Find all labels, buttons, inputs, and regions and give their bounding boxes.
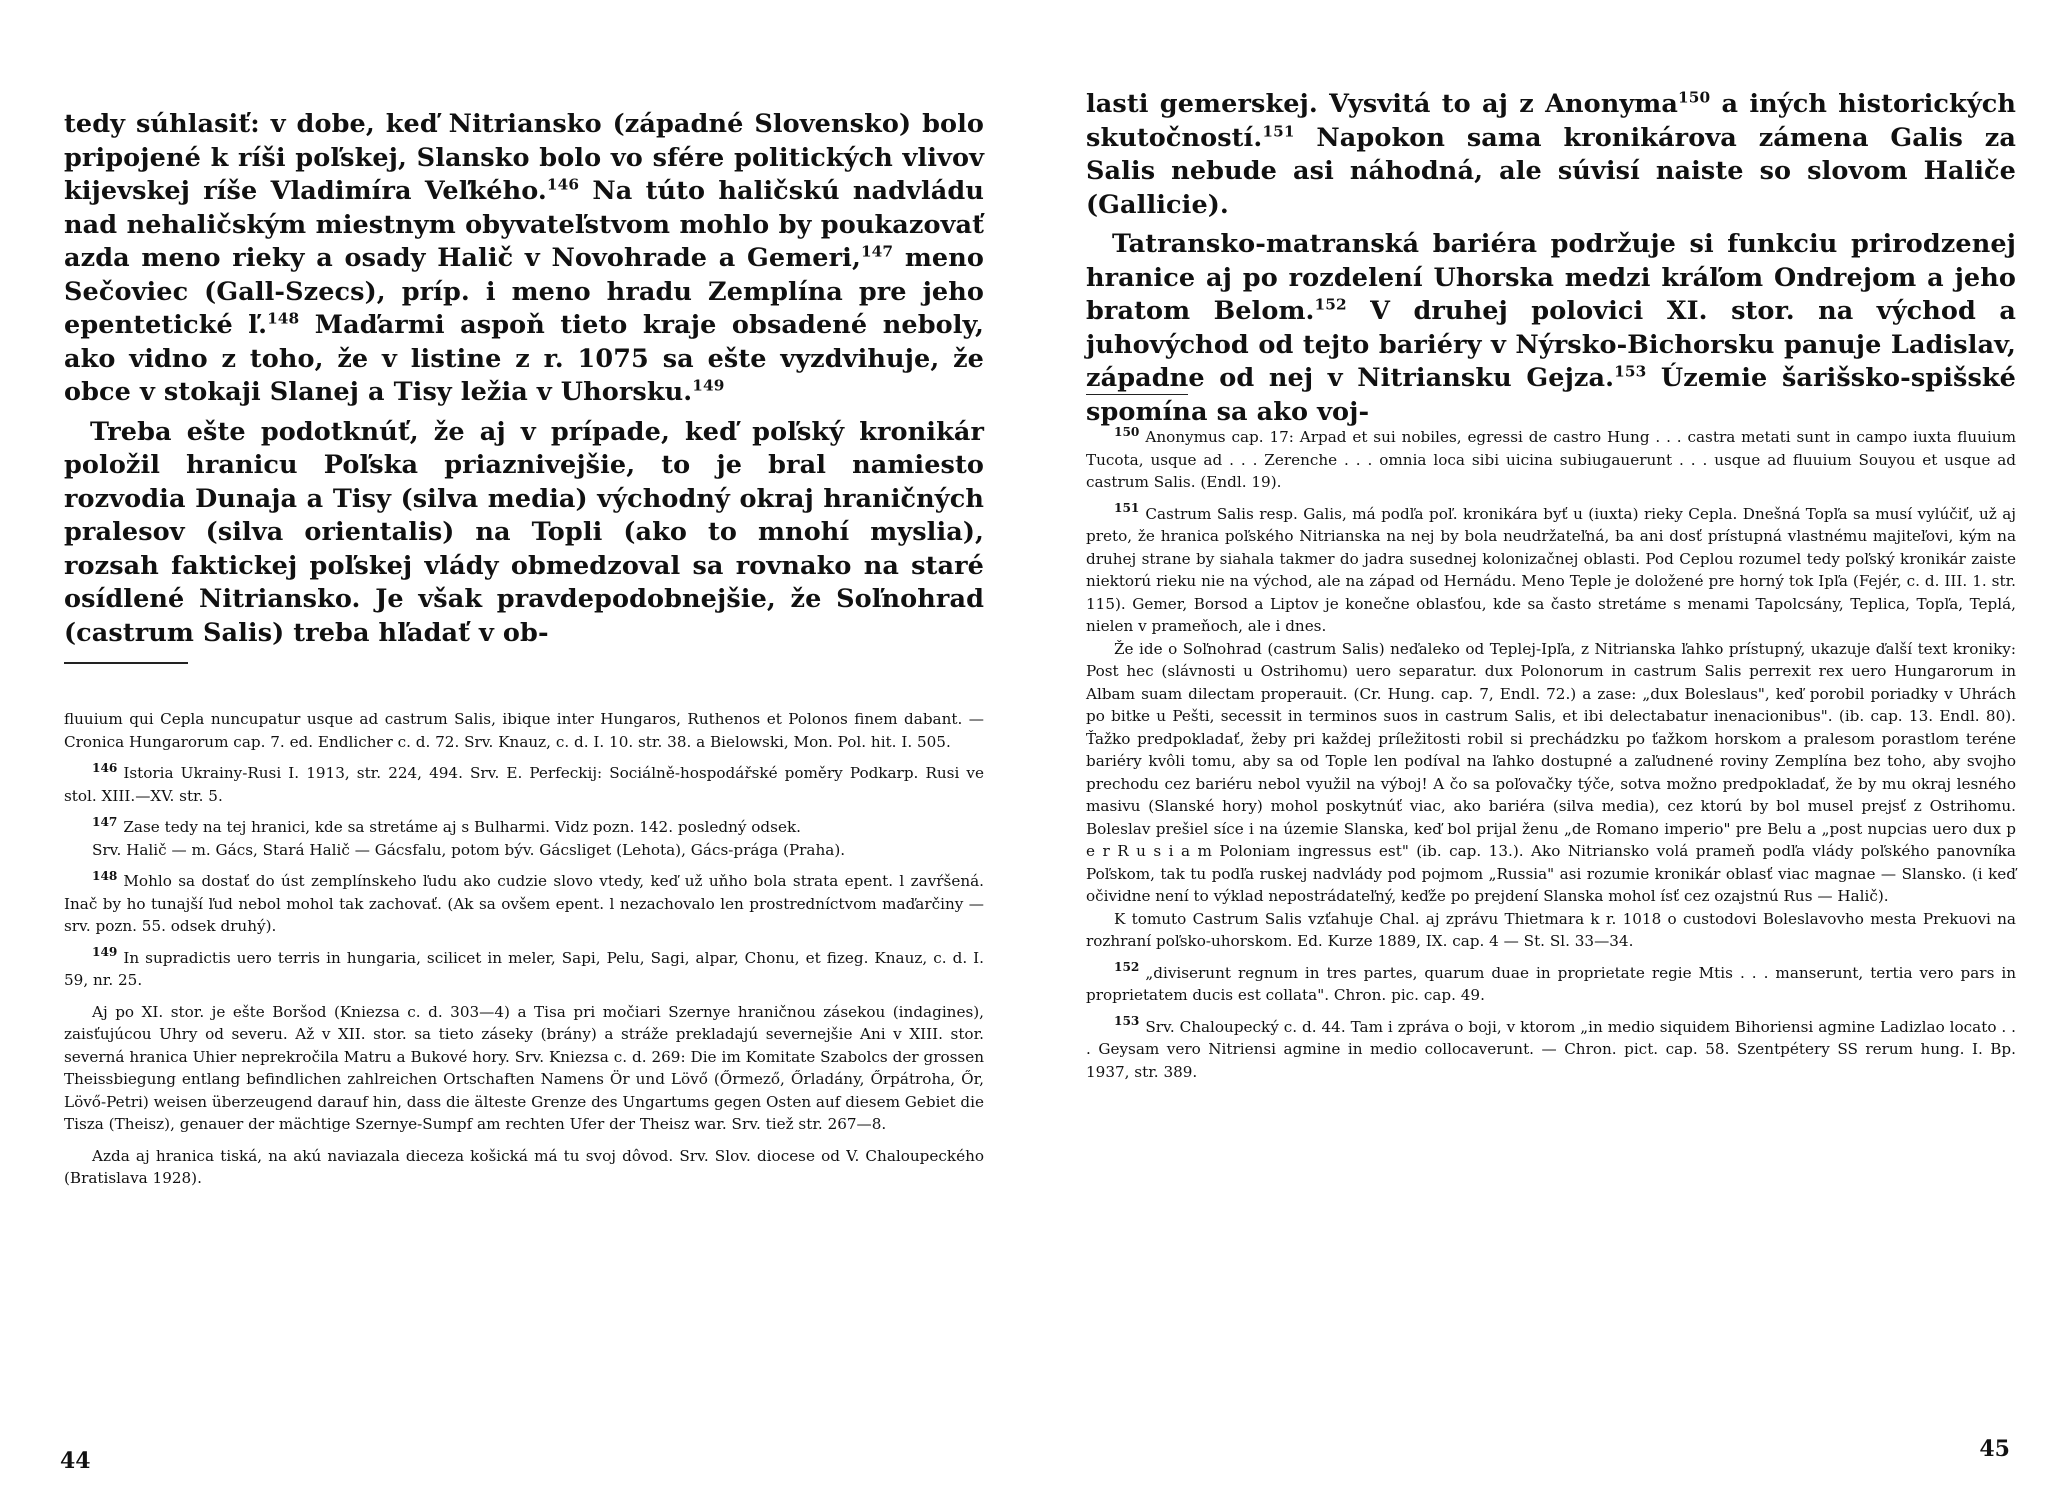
page-number-left: 44 [60, 1448, 91, 1474]
right-main-text [1086, 88, 2016, 429]
left-footnotes [64, 708, 984, 1199]
footnote-mark-153: 153 [1114, 1014, 1140, 1029]
footnote-151-continuation-2: K tomuto Castrum Salis vzťahuje Chal. aj zprávu Thietmara k r. 1018 o custodovi Boleslavovho mesta Prekuovi na rozhraní poľsko-uhorskom. Ed. Kurze 1889, IX. cap. 4 — St. Sl. 33—34. [1086, 909, 2016, 950]
footnote-148: $^{148}$ Mohlo sa dostať do úst zemplínskeho ľudu ako cudzie slovo vtedy, keď už uňho bola strata epent. l zavŕšená. Inač by ho tunajší ľud nebol mohol tak zachovať. (Ak sa ovšem epent. l nezachovalo len prostredníctvom maďarčiny — srv. pozn. 55. odsek druhý). [64, 868, 984, 935]
right-main-paragraph-2: Tatransko-matranská bariéra podržuje si funkciu prirodzenej hranice aj po rozdelení Uhorska medzi kráľom Ondrejom a jeho bratom Belom.$^{152}$ V druhej polovici XI. stor. na východ a juhovýchod od tejto bariéry v Nýrsko-Bichorsku panuje Ladislav, západne od nej v Nitriansku Gejza.$^{153}$ Územie šarišsko-spišské spomína sa ako voj- [1086, 229, 2016, 427]
footnote-mark-146: 146 [92, 760, 118, 775]
footnote-ref-146[interactable]: 146 [546, 175, 580, 194]
footnote-mark-152: 152 [1114, 960, 1140, 975]
footnote-151: $^{151}$ Castrum Salis resp. Galis, má podľa poľ. kronikára byť u (iuxta) rieky Cepla. Dnešná Topľa sa musí vylúčiť, už aj preto, že hranica poľského Nitrianska na nej by bola neudržateľná, ba ani dosť prístupná vlastnému majiteľovi, kým na druhej strane by siahala takmer do jadra susednej kolonizačnej oblasti. Pod Ceplou rozumel tedy poľský kronikár zaiste niektorú rieku nie na východ, ale na západ od Hernádu. Meno Teple je doložené pre horný tok Ipľa (Fejér, c. d. III. 1. str. 115). Gemer, Borsod a Liptov je konečne oblasťou, kde sa často stretáme s menami Tapolcsány, Teplica, Topľa, Teplá, nielen v prameňoch, ale i dnes. [1086, 501, 2016, 635]
footnote-ref-148[interactable]: 148 [267, 309, 300, 328]
footnote-153: $^{153}$ Srv. Chaloupecký c. d. 44. Tam i zpráva o boji, v ktorom „in medio siquidem Bihoriensi agmine Ladizlao locato . . . Geysam vero Nitriensi agmine in medio collocaverunt. — Chron. pict. cap. 58. Szentpétery SS rerum hung. I. Bp. 1937, str. 389. [1086, 1014, 2016, 1081]
left-main-text [64, 108, 984, 650]
footnote-ref-153[interactable]: 153 [1614, 362, 1647, 381]
footnote-mark-150: 150 [1114, 424, 1140, 439]
footnote-ref-147[interactable]: 147 [860, 242, 894, 261]
footnote-ref-149[interactable]: 149 [692, 376, 725, 395]
left-footnote-divider [64, 662, 188, 664]
footnote-mark-148: 148 [92, 868, 118, 883]
footnote-mark-149: 149 [92, 945, 118, 960]
footnote-continuation: fluuium qui Cepla nuncupatur usque ad castrum Salis, ibique inter Hungaros, Ruthenos et Polonos finem dabant. — Cronica Hungarorum cap. 7. ed. Endlicher c. d. 72. Srv. Knauz, c. d. I. 10. str. 38. a Bielowski, Mon. Pol. hit. I. 505. [64, 710, 984, 751]
footnote-ref-151[interactable]: 151 [1262, 122, 1295, 140]
right-footnote-divider [1086, 394, 1188, 395]
footnote-146: $^{146}$ Istoria Ukrainy-Rusi I. 1913, str. 224, 494. Srv. E. Perfeckij: Sociálně-hospodářské poměry Podkarp. Rusi ve stol. XIII.—XV. str. 5. [64, 760, 984, 805]
right-footnotes [1086, 426, 2016, 1092]
left-page [60, 0, 984, 1500]
footnote-147: $^{147}$ Zase tedy na tej hranici, kde sa stretáme aj s Bulharmi. Vidz pozn. 142. posledný odsek. [92, 814, 801, 836]
footnote-mark-147: 147 [92, 814, 118, 829]
footnote-147-continuation: Srv. Halič — m. Gács, Stará Halič — Gácsfalu, potom býv. Gácsliget (Lehota), Gács-prága (Praha). [92, 840, 846, 859]
footnote-mark-151: 151 [1114, 501, 1140, 516]
footnote-152: $^{152}$ „diviserunt regnum in tres partes, quarum duae in proprietate regie Mtis . . . manserunt, tertia vero pars in proprietatem ducis est collata". Chron. pic. cap. 49. [1086, 960, 2016, 1004]
right-page [1086, 0, 2016, 1500]
page-number-right: 45 [1979, 1436, 2010, 1462]
footnote-ref-152[interactable]: 152 [1314, 295, 1347, 314]
footnote-149-continuation-2: Azda aj hranica tiská, na akú naviazala dieceza košická má tu svoj dôvod. Srv. Slov. diocese od V. Chaloupeckého (Bratislava 1928). [64, 1146, 984, 1187]
footnote-151-continuation-1: Že ide o Soľnohrad (castrum Salis) neďaleko od Teplej-Ipľa, z Nitrianska ľahko prístupný, ukazuje ďalší text kroniky: Post hec (slávnosti u Ostrihomu) uero separatur. dux Polonorum in castrum Salis perrexit rex uero Hungarorum in Albam suam dilectam properauit. (Cr. Hung. cap. 7, Endl. 72.) a zase: „dux Boleslaus", keď porobil poriadky v Uhrách po bitke u Pešti, secessit in terminos suos in castrum Salis, et ibi delectabatur inenacionibus". (ib. cap. 13. Endl. 80). Ťažko predpokladať, žeby pri každej príležitosti robil si prechádzku po ťažkom horskom a pralesom porastlom teréne bariéry kvôli tomu, aby sa od Tople len podíval na ľahko dostupné a zaľudnené roviny Zemplína bez toho, aby svojho prechodu cez bariéru nebol využil na výboj! A čo sa poľovačky týče, sotva možno predpokladať, že by mu okraj lesného masivu (Slanské hory) mohol poskytnúť viac, ako bariéra (silva media), cez ktorú by bol musel prejsť z Ostrihomu. Boleslav prešiel síce i na územie Slanska, keď bol prijal ženu „de Romano imperio" pre Belu a „post nupcias uero dux p e r R u s i a m Poloniam ingressus est" (ib. cap. 13.). Ako Nitriansko volá prameň podľa vlády poľského panovníka Poľskom, tak tu podľa ruskej nadvlády pod pojmom „Russia" asi rozumie kronikár oblasť viac magnae — Slansko. (i keď očividne není to výklad nepostrádateľný, keďže po prejdení Slanska mohol ísť cez ozajstnú Rus — Halič). [1086, 639, 2016, 905]
left-main-paragraph-1: tedy súhlasiť: v dobe, keď Nitriansko (západné Slovensko) bolo pripojené k ríši poľskej, Slansko bolo vo sfére politických vlivov kijevskej ríše Vladimíra Veľkého.$^{146}$ Na túto haličskú nadvládu nad nehaličským miestnym obyvateľstvom mohlo by poukazovať azda meno rieky a osady Halič v Novohrade a Gemeri,$^{147}$ meno Sečoviec (Gall-Szecs), príp. i meno hradu Zemplína pre jeho epentetické ľ.$^{148}$ Maďarmi aspoň tieto kraje obsadené neboly, ako vidno z toho, že v listine z r. 1075 sa ešte vyzdvihuje, že obce v stokaji Slanej a Tisy ležia v Uhorsku.$^{149}$ [64, 109, 984, 407]
footnote-149-continuation-1: Aj po XI. stor. je ešte Boršod (Kniezsa c. d. 303—4) a Tisa pri močiari Szernye hraničnou zásekou (indagines), zaisťujúcou Uhry od severu. Až v XII. stor. sa tieto záseky (brány) a stráže prekladajú severnejšie Ani v XIII. stor. severná hranica Uhier neprekročila Matru a Bukové hory. Srv. Kniezsa c. d. 269: Die im Komitate Szabolcs der grossen Theissbiegung entlang befindlichen zahlreichen Ortschaften Namens Ör und Lövő (Őrmező, Őrladány, Őrpátroha, Őr, Lövő-Petri) weisen überzeugend darauf hin, dass die älteste Grenze des Ungartums gegen Osten auf diesem Gebiet die Tisza (Theisz), genauer der mächtige Szernye-Sumpf am rechten Ufer der Theisz war. Srv. tiež str. 267—8. [64, 1002, 984, 1133]
footnote-149: $^{149}$ In supradictis uero terris in hungaria, scilicet in meler, Sapi, Pelu, Sagi, alpar, Chonu, et fizeg. Knauz, c. d. I. 59, nr. 25. [64, 945, 984, 989]
footnote-150: $^{150}$ Anonymus cap. 17: Arpad et sui nobiles, egressi de castro Hung . . . castra metati sunt in campo iuxta fluuium Tucota, usque ad . . . Zerenche . . . omnia loca sibi uicina subiugauerunt . . . usque ad fluuium Souyou et usque ad castrum Salis. (Endl. 19). [1086, 424, 2016, 491]
footnote-ref-150[interactable]: 150 [1677, 88, 1711, 107]
left-main-paragraph-2: Treba ešte podotknúť, že aj v prípade, keď poľský kronikár položil hranicu Poľska priaznivejšie, to je bral namiesto rozvodia Dunaja a Tisy (silva media) východný okraj hraničných pralesov (silva orientalis) na Topli (ako to mnohí myslia), rozsah faktickej poľskej vlády obmedzoval sa rovnako na staré osídlené Nitriansko. Je však pravdepodobnejšie, že Soľnohrad (castrum Salis) treba hľadať v ob- [64, 416, 984, 648]
right-main-paragraph-1: lasti gemerskej. Vysvitá to aj z Anonyma$^{150}$ a iných historických skutočností.$^{151}$ Napokon sama kronikárova zámena Galis za Salis nebude asi náhodná, ale súvisí naiste so slovom Haliče (Gallicie). [1086, 88, 2016, 220]
